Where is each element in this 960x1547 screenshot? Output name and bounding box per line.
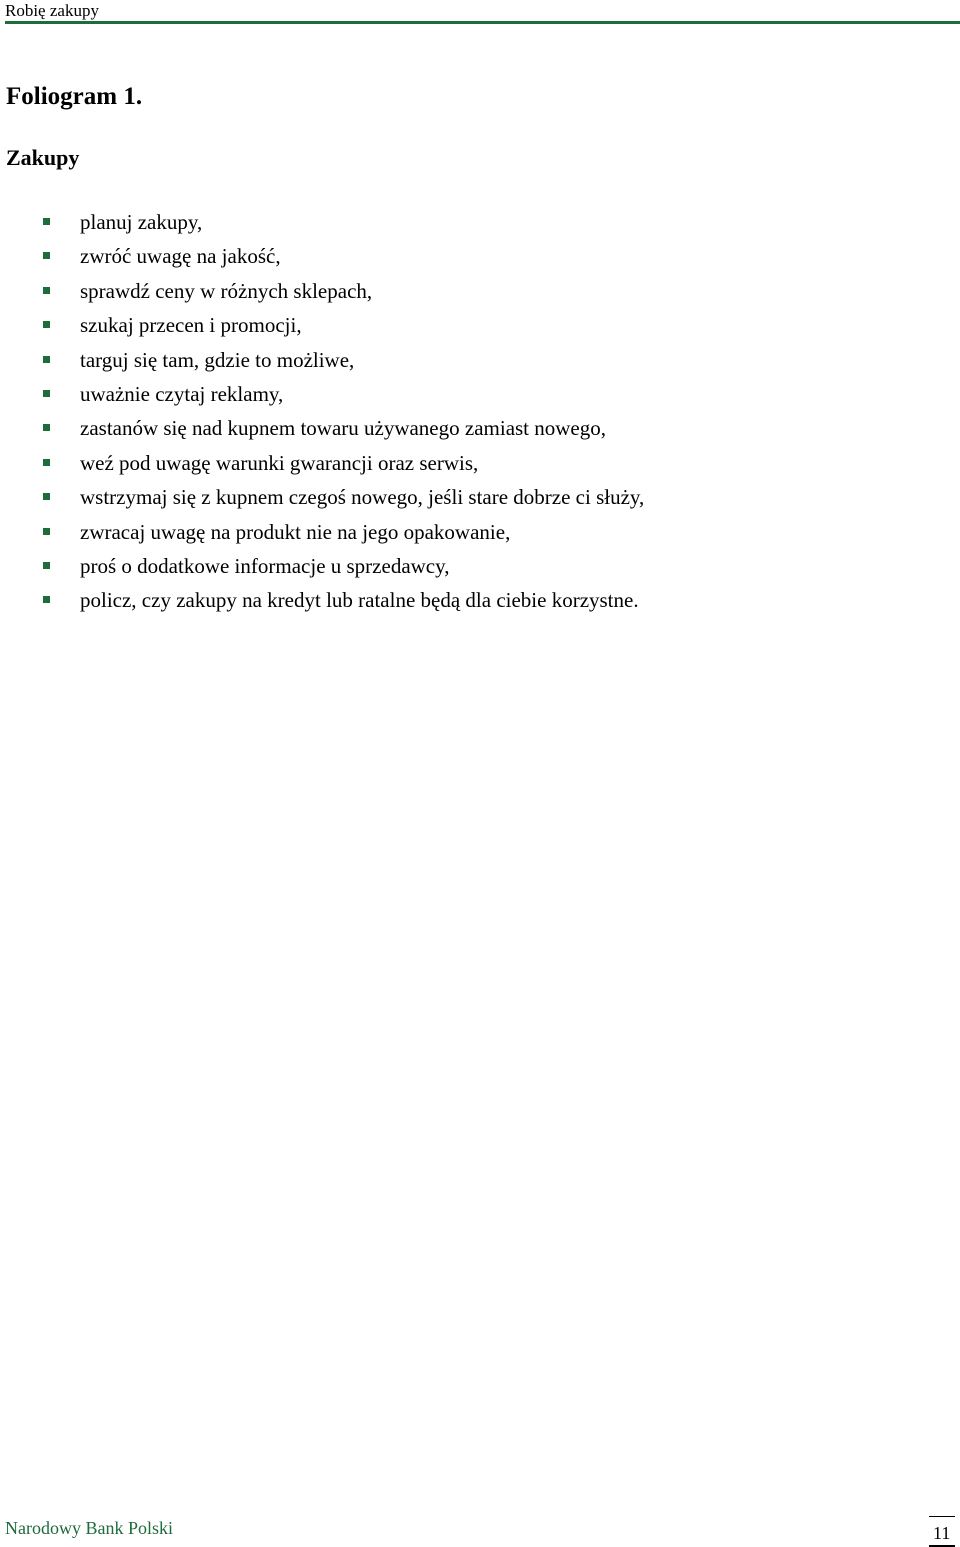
list-item (0, 446, 644, 480)
square-bullet-icon (43, 218, 50, 225)
list-item-text: policz, czy zakupy na kredyt lub ratalne będą dla ciebie korzystne. (80, 588, 639, 613)
list-item-text: zastanów się nad kupnem towaru używanego zamiast nowego, (80, 416, 607, 441)
list-item-text: weź pod uwagę warunki gwarancji oraz serwis, (80, 450, 479, 475)
list-item (0, 274, 644, 308)
page-title: Foliogram 1. (6, 83, 143, 110)
running-title: Robię zakupy (5, 1, 99, 20)
list-item (0, 411, 644, 445)
list-item-text: szukaj przecen i promocji, (80, 313, 302, 338)
list-item-text: zwróć uwagę na jakość, (80, 244, 281, 269)
list-item (0, 377, 644, 411)
square-bullet-icon (43, 424, 50, 431)
square-bullet-icon (43, 356, 50, 363)
square-bullet-icon (43, 252, 50, 259)
square-bullet-icon (43, 390, 50, 397)
square-bullet-icon (43, 596, 50, 603)
list-item (0, 239, 644, 273)
tips-list (0, 205, 644, 618)
page-number: 11 (933, 1523, 951, 1543)
footer-page-box (929, 1516, 955, 1547)
footer-publisher: Narodowy Bank Polski (5, 1518, 173, 1538)
list-item (0, 343, 644, 377)
list-item-text: planuj zakupy, (80, 210, 203, 234)
list-item-text: wstrzymaj się z kupnem czegoś nowego, jeśli stare dobrze ci służy, (80, 485, 645, 510)
section-title: Zakupy (6, 145, 80, 170)
list-item-text: targuj się tam, gdzie to możliwe, (80, 347, 355, 372)
list-item (0, 308, 644, 342)
list-item-text: zwracaj uwagę na produkt nie na jego opakowanie, (80, 519, 511, 544)
list-item (0, 549, 644, 583)
list-item (0, 583, 644, 617)
square-bullet-icon (43, 321, 50, 328)
list-item (0, 205, 644, 239)
square-bullet-icon (43, 562, 50, 569)
square-bullet-icon (43, 459, 50, 466)
page-header (5, 0, 960, 22)
list-item-text: proś o dodatkowe informacje u sprzedawcy, (80, 553, 450, 578)
square-bullet-icon (43, 287, 50, 294)
list-item-text: uważnie czytaj reklamy, (80, 381, 284, 406)
list-item (0, 480, 644, 514)
square-bullet-icon (43, 528, 50, 535)
list-item (0, 515, 644, 549)
header-rule (5, 21, 960, 24)
square-bullet-icon (43, 493, 50, 500)
list-item-text: sprawdź ceny w różnych sklepach, (80, 278, 373, 303)
